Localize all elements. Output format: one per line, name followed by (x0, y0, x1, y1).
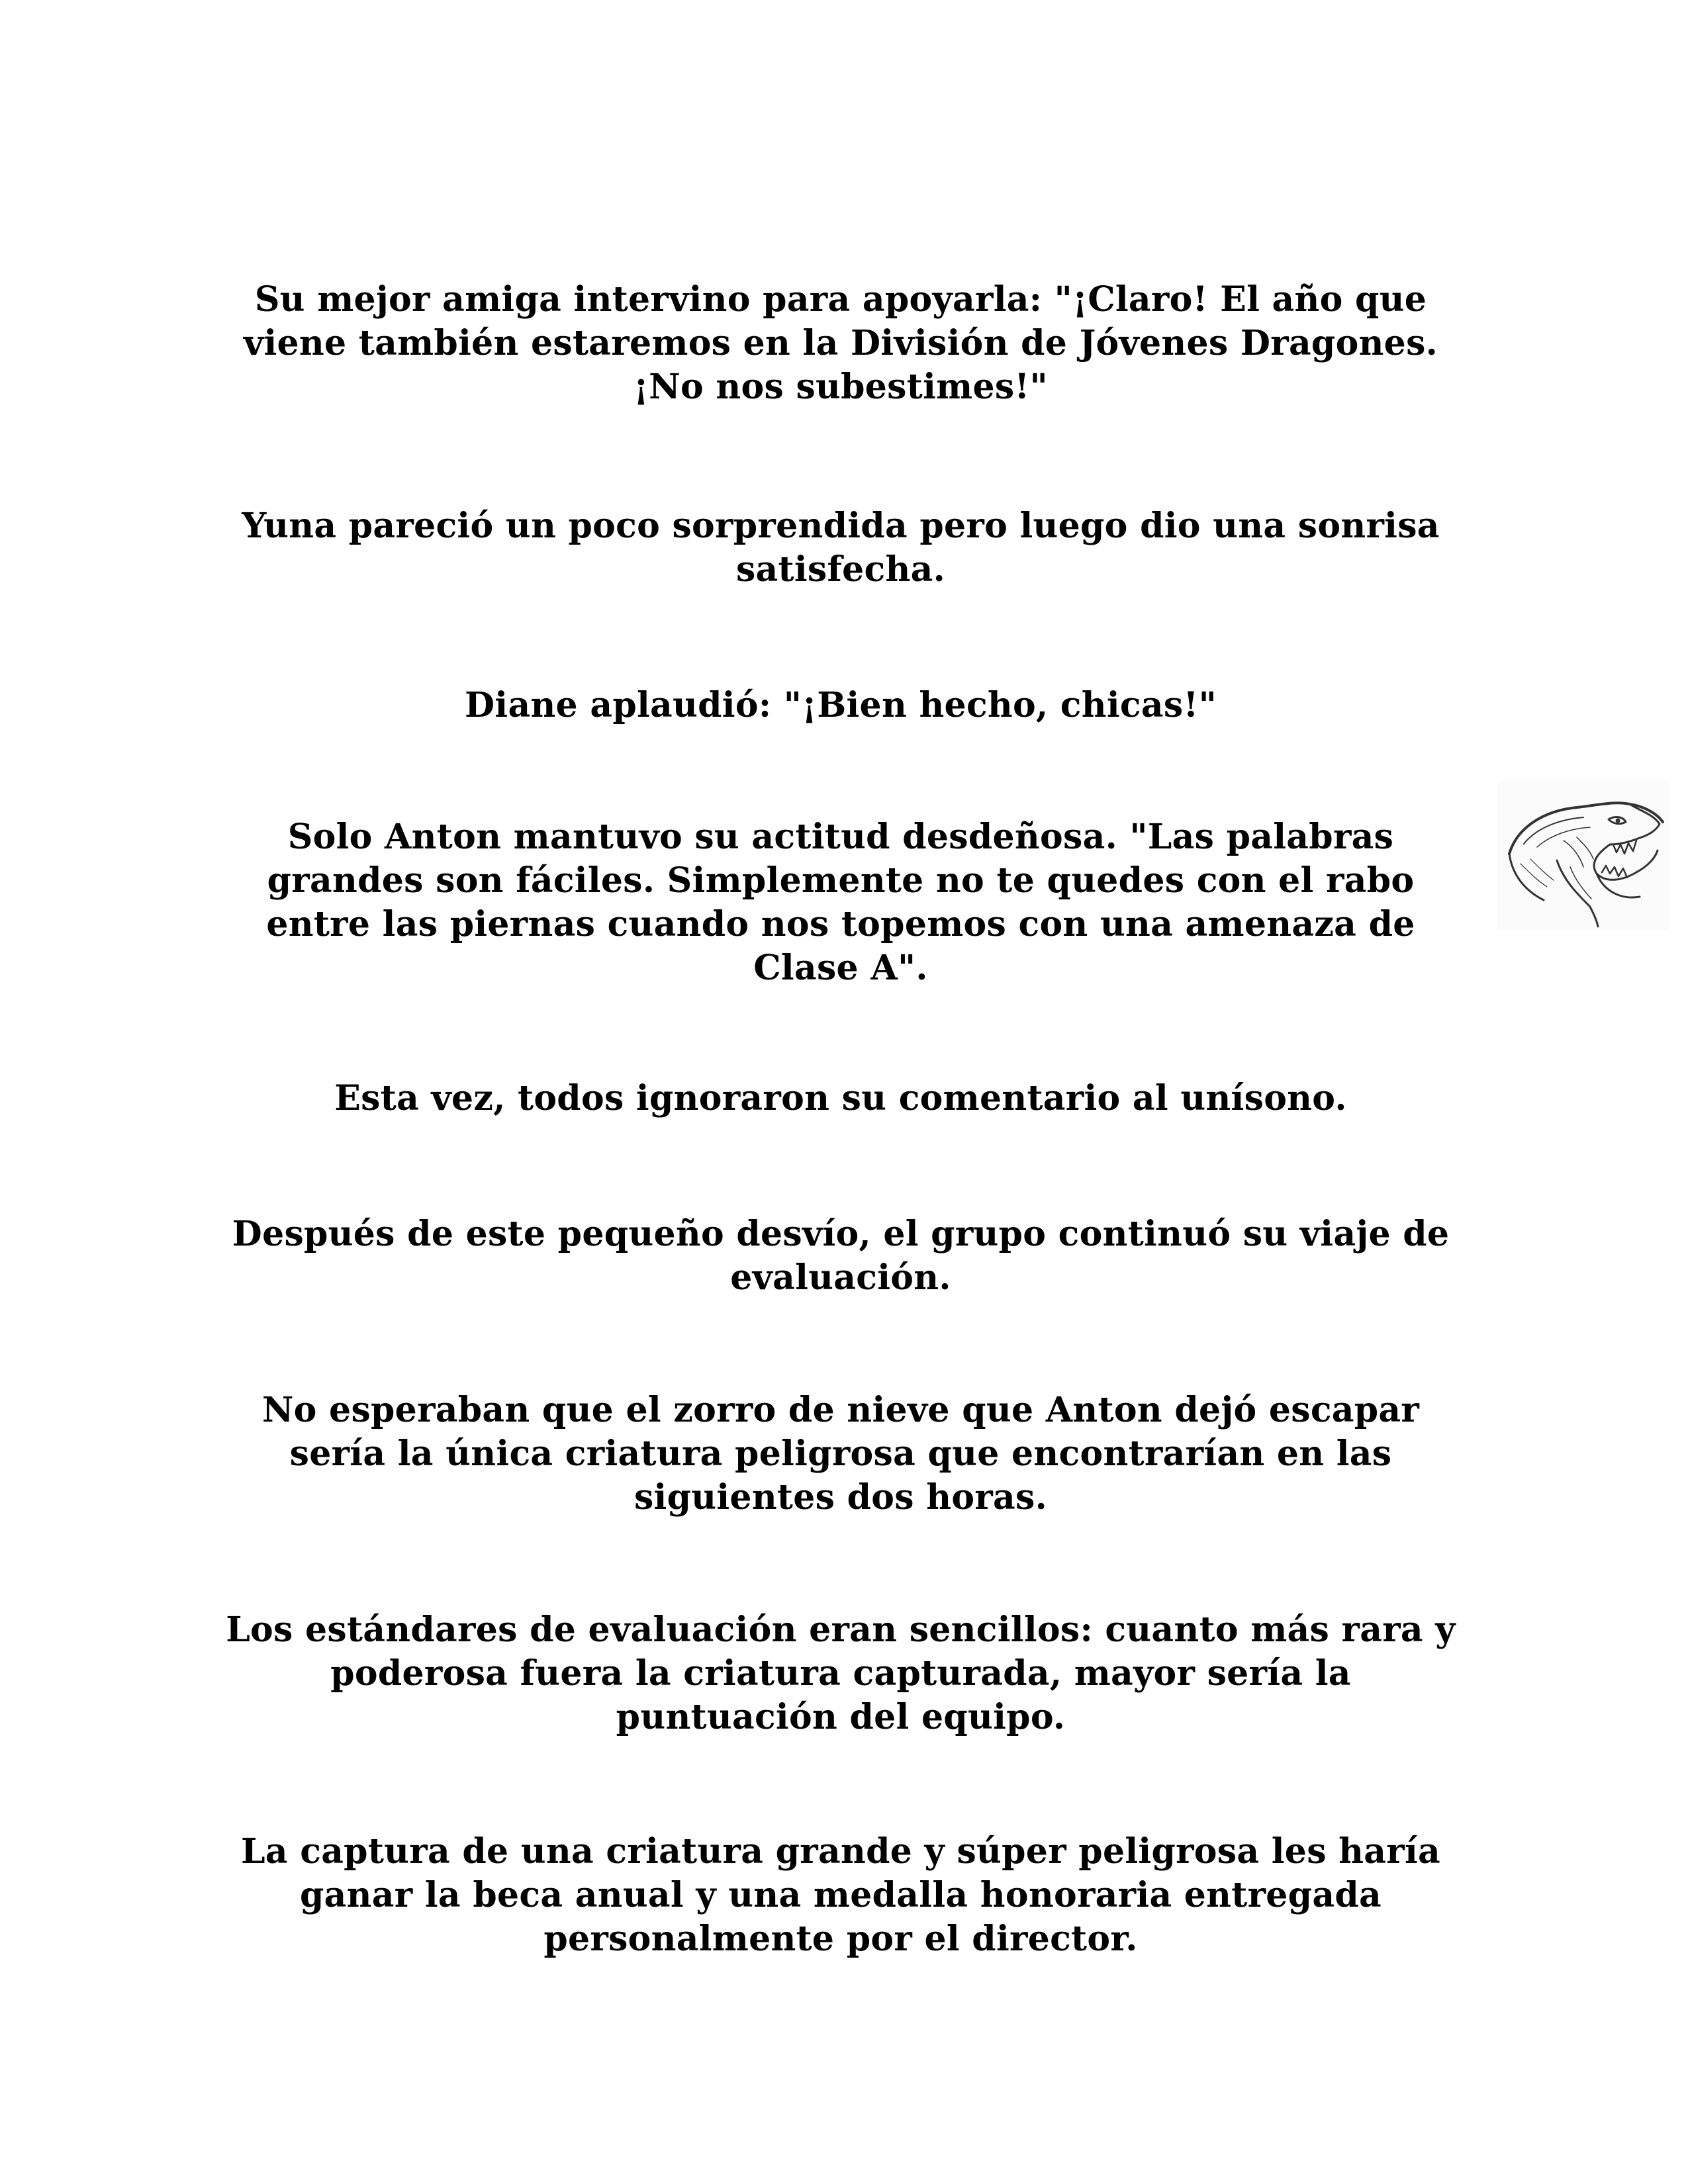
paragraph-line: Solo Anton mantuvo su actitud desdeñosa. "Las palabras (287, 817, 1394, 857)
paragraph-line: Esta vez, todos ignoraron su comentario al unísono. (334, 1078, 1347, 1118)
paragraph-line: Clase A". (753, 948, 928, 988)
paragraph-line: evaluación. (730, 1257, 951, 1298)
paragraph-line: sería la única criatura peligrosa que encontrarían en las (289, 1433, 1392, 1474)
paragraph-9 (182, 1830, 1499, 1961)
paragraph-2 (182, 504, 1499, 592)
paragraph-line: Los estándares de evaluación eran sencillos: cuanto más rara y (226, 1610, 1456, 1650)
paragraph-line: puntuación del equipo. (616, 1697, 1066, 1737)
paragraph-line: grandes son fáciles. Simplemente no te quedes con el rabo (267, 860, 1415, 901)
paragraph-4 (182, 815, 1499, 990)
paragraph-line: Después de este pequeño desvío, el grupo continuó su viaje de (232, 1214, 1450, 1254)
paragraph-line: siguientes dos horas. (633, 1477, 1047, 1518)
paragraph-line: ganar la beca anual y una medalla honoraria entregada (300, 1875, 1382, 1915)
paragraph-7 (182, 1388, 1499, 1520)
paragraph-5 (182, 1077, 1499, 1120)
paragraph-3 (182, 684, 1499, 727)
paragraph-line: poderosa fuera la criatura capturada, mayor sería la (330, 1653, 1351, 1694)
paragraph-line: Su mejor amiga intervino para apoyarla: "¡Claro! El año que (254, 279, 1427, 320)
paragraph-line: Diane aplaudió: "¡Bien hecho, chicas!" (465, 685, 1217, 725)
paragraph-line: ¡No nos subestimes!" (633, 367, 1048, 407)
paragraph-line: Yuna pareció un poco sorprendida pero luego dio una sonrisa (242, 506, 1440, 546)
paragraph-1 (182, 278, 1499, 409)
paragraph-line: La captura de una criatura grande y súper peligrosa les haría (240, 1831, 1441, 1872)
paragraph-6 (182, 1212, 1499, 1300)
dinosaur-head-sketch-icon (1497, 781, 1669, 930)
paragraph-8 (182, 1608, 1499, 1739)
paragraph-line: satisfecha. (735, 549, 946, 590)
paragraph-line: viene también estaremos en la División de Jóvenes Dragones. (243, 323, 1438, 363)
paragraph-line: entre las piernas cuando nos topemos con una amenaza de (266, 904, 1415, 944)
paragraph-line: No esperaban que el zorro de nieve que Anton dejó escapar (261, 1390, 1420, 1430)
paragraph-line: personalmente por el director. (543, 1919, 1138, 1959)
